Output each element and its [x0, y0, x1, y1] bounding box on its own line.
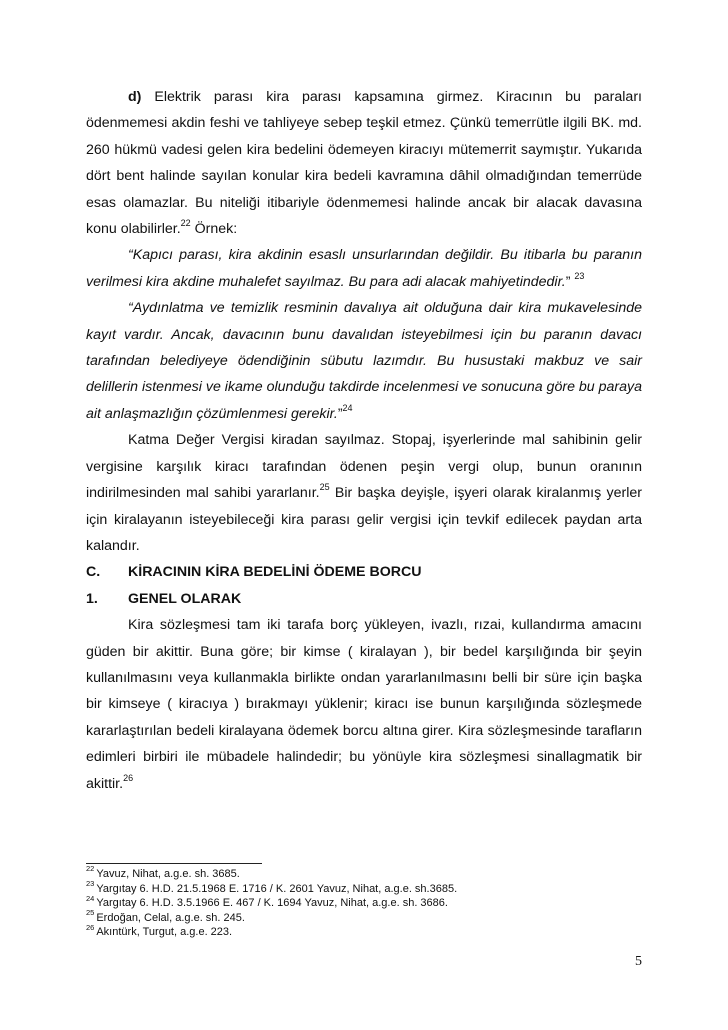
page-number: 5 — [635, 954, 642, 969]
footnote — [86, 878, 642, 897]
footnote-number: 22 — [86, 864, 95, 874]
section-title: KİRACININ KİRA BEDELİNİ ÖDEME BORCU — [128, 564, 422, 581]
paragraph-lease-contract — [86, 612, 642, 797]
paragraph-vat — [86, 427, 642, 559]
footnote — [86, 908, 642, 926]
footnotes — [86, 864, 642, 940]
section-heading-c — [86, 559, 642, 585]
paragraph-tail: Bir başka deyişle, işyeri olarak kiralanmış yerler için kiralayanın isteyebileceği kira parası gelir vergisi için tevkif edilecek paydan arta kalandır. — [86, 485, 642, 554]
footnote-number: 25 — [86, 908, 95, 918]
footnote-ref: 26 — [123, 772, 134, 783]
item-marker: d) — [128, 89, 142, 105]
footnote-ref: 24 — [342, 403, 353, 414]
section-title: GENEL OLARAK — [128, 590, 242, 607]
footnote — [86, 922, 642, 940]
paragraph-tail: Örnek: — [190, 221, 238, 238]
footnote — [86, 893, 642, 911]
section-number: C. — [86, 564, 101, 581]
footnote-ref: 22 — [180, 218, 191, 229]
paragraph-electricity — [86, 84, 642, 242]
quote-lighting-cleaning — [86, 295, 642, 427]
quote-close: ” — [565, 273, 571, 290]
paragraph-text: Katma Değer Vergisi kiradan sayılmaz. Stopaj, işyerlerinde mal sahibinin gelir vergisine karşılık kiracı tarafından ödenen peşin vergi olup, bunun oranının indirilmesinden mal sahibi yararlanır. — [86, 432, 642, 502]
quote-text: “Aydınlatma ve temizlik resminin davalıya ait olduğuna dair kira mukavelesinde kayıt vardır. Ancak, davacının bunu davalıdan isteyebilmesi için bu paranın davacı tarafından belediyeye ödendiğinin sübutu lazımdır. Bu husustaki makbuz ve sair delillerin istenmesi ve ikame olunduğu takdirde incelenmesi ve sonucuna göre bu paraya ait anlaşmazlığın çözümlenmesi gerekir. — [86, 300, 643, 422]
footnote — [86, 864, 642, 882]
quote-doorman-fee — [86, 242, 642, 295]
section-number: 1. — [86, 590, 98, 607]
paragraph-text: Kira sözleşmesi tam iki tarafa borç yükleyen, ivazlı, rızai, kullandırma amacını güden bir akittir. Buna göre; bir kimse ( kiralayan ), bir bedel karşılığında bir şeyin kullanılmasını veya kullanmakla birlikte ondan yararlanılmasını belli bir süre için başka bir kimseye ( kiracıya ) bırakmayı yüklenir; kiracı ise bunun karşılığında sözleşmede kararlaştırılan bedeli kiralayana ödemek borcu altına girer. Kira sözleşmesinde tarafların edimleri birbiri ile mübadele halindedir; bu yönüyle kira sözleşmesi sinallagmatik bir akittir. — [86, 617, 642, 792]
quote-close: ” — [337, 405, 343, 422]
footnote-number: 23 — [86, 878, 95, 888]
footnote-ref: 23 — [574, 271, 585, 282]
footnote-text: Yargıtay 6. H.D. 21.5.1968 E. 1716 / K. 2601 Yavuz, Nihat, a.g.e. sh.3685. — [96, 882, 458, 895]
footnote-text: Yargıtay 6. H.D. 3.5.1966 E. 467 / K. 1694 Yavuz, Nihat, a.g.e. sh. 3686. — [96, 897, 448, 910]
footnote-text: Erdoğan, Celal, a.g.e. sh. 245. — [96, 911, 245, 924]
footnote-number: 26 — [86, 922, 95, 932]
body-text — [86, 84, 642, 797]
footnote-number: 24 — [86, 893, 95, 903]
paragraph-text: Elektrik parası kira parası kapsamına girmez. Kiracının bu paraları ödenmemesi akdin feshi ve tahliyeye sebep teşkil etmez. Çünkü temerrütle ilgili BK. md. 260 hükmü vadesi gelen kira bedelini ödemeyen kiracıyı mütemerrit saymıştır. Yukarıda dört bent halinde sayılan konular kira bedeli kavramına dâhil olmadığından temerrüde esas olamazlar. Bu niteliği itibariyle ödenmemesi halinde ancak bir alacak davasına konu olabilirler. — [86, 89, 642, 238]
footnote-text: Akıntürk, Turgut, a.g.e. 223. — [96, 926, 233, 939]
footnote-text: Yavuz, Nihat, a.g.e. sh. 3685. — [96, 868, 240, 880]
footnote-separator — [86, 863, 262, 864]
footnote-ref: 25 — [319, 482, 330, 493]
section-heading-1 — [86, 586, 642, 612]
quote-text: “Kapıcı parası, kira akdinin esaslı unsurlarından değildir. Bu itibarla bu paranın verilmesi kira akdine muhalefet sayılmaz. Bu para adi alacak mahiyetindedir. — [86, 247, 642, 290]
